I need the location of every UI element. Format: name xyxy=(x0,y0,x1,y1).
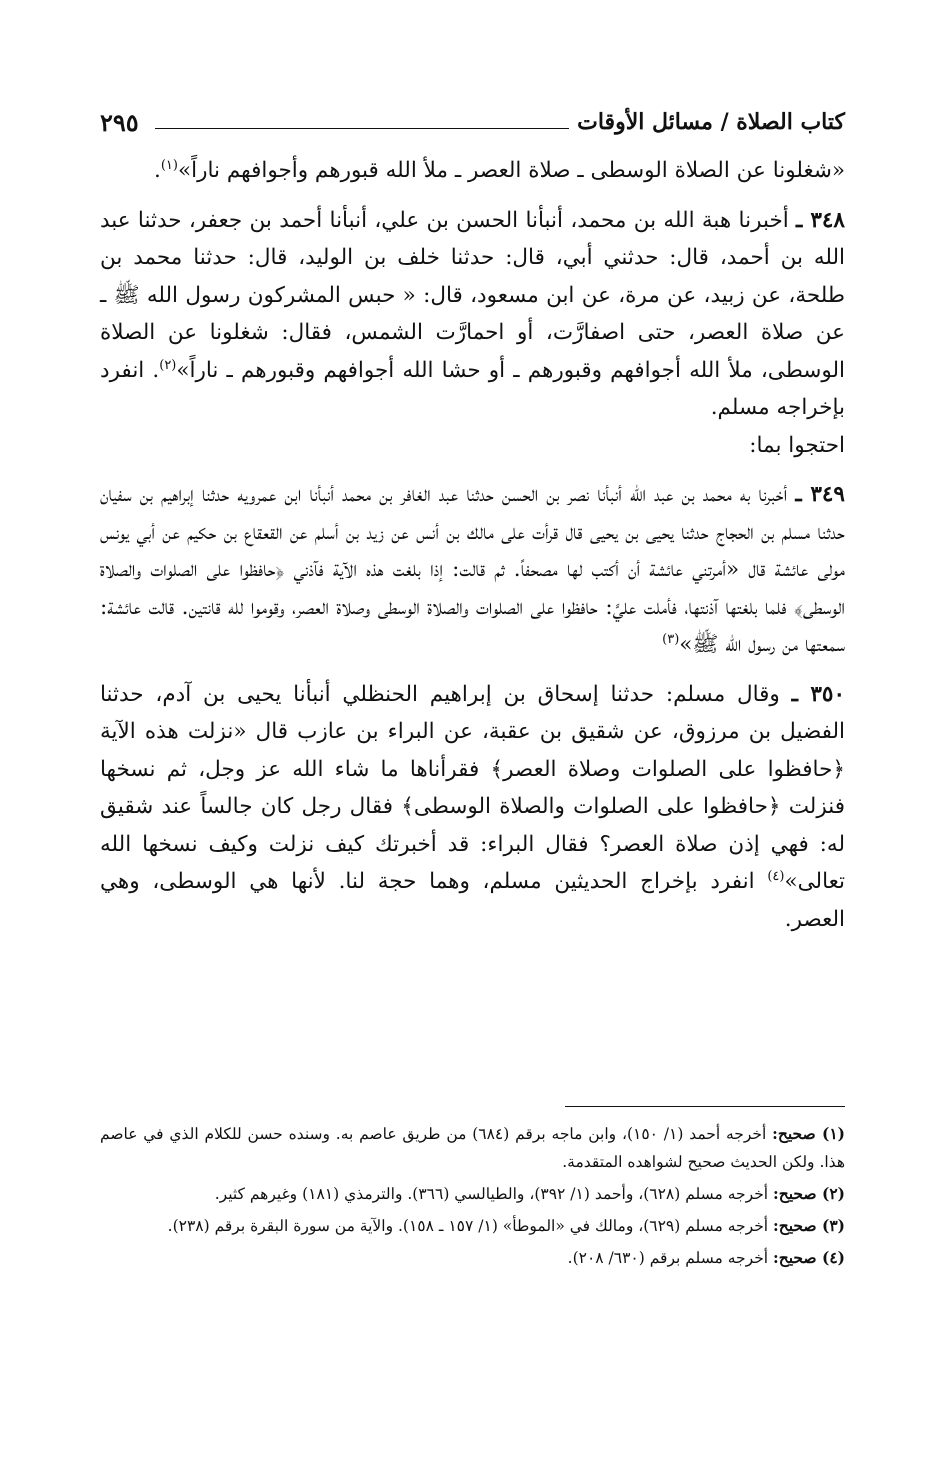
footnote-ref[interactable]: (٤) xyxy=(767,868,785,884)
paragraph-text: «شغلونا عن الصلاة الوسطى ـ صلاة العصر ـ ملأ الله قبورهم وأجوافهم ناراً» xyxy=(177,158,845,183)
paragraph-end: . xyxy=(154,158,161,183)
footnote-label: (٤) صحيح: xyxy=(773,1248,845,1267)
hadith-number: ٣٥٠ ـ xyxy=(791,681,845,707)
footnote-label: (٣) صحيح: xyxy=(773,1216,845,1235)
hadith-text: وقال مسلم: حدثنا إسحاق بن إبراهيم الحنظلي أنبأنا يحيى بن آدم، حدثنا الفضيل بن مرزوق، عن شقيق بن عقبة، عن البراء بن عازب قال «نزلت هذه الآية ﴿حافظوا على الصلوات وصلاة العصر﴾ فقرأناها ما شاء الله عز وجل، ثم نسخها فنزلت ﴿حافظوا على الصلوات والصلاة الوسطى﴾ فقال رجل كان جالساً عند شقيق له: فهي إذن صلاة العصر؟ فقال البراء: قد أخبرتك كيف نزلت وكيف نسخها الله تعالى» xyxy=(100,681,845,894)
hadith-text: أخبرنا به محمد بن عبد الله أنبأنا نصر بن الحسن حدثنا عبد الغافر بن محمد أنبأنا ابن عمرويه حدثنا إبراهيم بن سفيان حدثنا مسلم بن الحجاج حدثنا يحيى بن يحيى قال قرأت على مالك بن أنس عن زيد بن أسلم عن القعقاع بن حكيم عن أبي يونس مولى عائشة قال «أمرتني عائشة أن أكتب لها مصحفاً. ثم قالت: إذا بلغت هذه الآية فآذني ﴿حافظوا على الصلوات والصلاة الوسطى﴾ فلما بلغتها آذنتها، فأملت عليَّ: حافظوا على الصلوات والصلاة الوسطى وصلاة العصر، وقوموا لله قانتين. قالت عائشة: سمعتها من رسول الله ﷺ» xyxy=(100,482,845,657)
main-text xyxy=(100,152,845,938)
hadith-number: ٣٤٨ ـ xyxy=(796,207,845,233)
hadith-text: أخبرنا هبة الله بن محمد، أنبأنا الحسن بن علي، أنبأنا أحمد بن جعفر، حدثنا عبد الله بن أحمد، قال: حدثني أبي، قال: حدثنا خلف بن الوليد، قال: حدثنا محمد بن طلحة، عن زبيد، عن مرة، عن ابن مسعود، قال: « حبس المشركون رسول الله ﷺ ـ عن صلاة العصر، حتى اصفارَّت، أو احمارَّت الشمس، فقال: شغلونا عن الصلاة الوسطى، ملأ الله أجوافهم وقبورهم ـ أو حشا الله أجوافهم وقبورهم ـ ناراً» xyxy=(100,207,845,383)
hadith-349 xyxy=(100,476,845,664)
footnote-text: أخرجه مسلم (٦٢٩)، ومالك في «الموطأ» (١/ ١٥٧ ـ ١٥٨). والآية من سورة البقرة برقم (٢٣٨). xyxy=(167,1217,769,1235)
footnote-ref[interactable]: (٢) xyxy=(159,357,177,373)
header-rule xyxy=(155,128,569,129)
footnote-divider xyxy=(565,1106,845,1107)
footnote-label: (١) صحيح: xyxy=(772,1124,845,1143)
footnotes xyxy=(100,1120,845,1276)
header-title: كتاب الصلاة / مسائل الأوقات xyxy=(577,109,845,135)
book-page xyxy=(100,100,845,1400)
footnote-label: (٢) صحيح: xyxy=(773,1184,845,1203)
paragraph-continuation xyxy=(100,152,845,190)
hadith-350 xyxy=(100,676,845,939)
hadith-348 xyxy=(100,202,845,427)
footnote-text: أخرجه أحمد (١/ ١٥٠)، وابن ماجه برقم (٦٨٤) من طريق عاصم به. وسنده حسن للكلام الذي في عاصم هذا. ولكن الحديث صحيح لشواهده المتقدمة. xyxy=(100,1125,845,1171)
footnote-3 xyxy=(100,1212,845,1240)
footnote-2 xyxy=(100,1180,845,1208)
footnote-ref[interactable]: (١) xyxy=(160,157,178,173)
footnote-ref[interactable]: (٣) xyxy=(662,631,680,647)
running-header xyxy=(100,100,845,144)
footnote-4 xyxy=(100,1244,845,1272)
hadith-end: . انفرد بإخراجه مسلم. xyxy=(100,357,845,420)
footnote-1 xyxy=(100,1120,845,1176)
page-number: ٢٩٥ xyxy=(100,107,139,137)
hadith-number: ٣٤٩ ـ xyxy=(795,482,845,507)
hadith-end: انفرد بإخراج الحديثين مسلم، وهما حجة لنا. لأنها هي الوسطى، وهي العصر. xyxy=(100,869,845,932)
transition-line xyxy=(100,427,845,465)
footnote-text: أخرجه مسلم برقم (٦٣٠/ ٢٠٨). xyxy=(567,1249,769,1267)
transition-text: احتجوا بما: xyxy=(749,432,845,458)
footnote-text: أخرجه مسلم (٦٢٨)، وأحمد (١/ ٣٩٢)، والطيالسي (٣٦٦). والترمذي (١٨١) وغيرهم كثير. xyxy=(214,1185,769,1203)
